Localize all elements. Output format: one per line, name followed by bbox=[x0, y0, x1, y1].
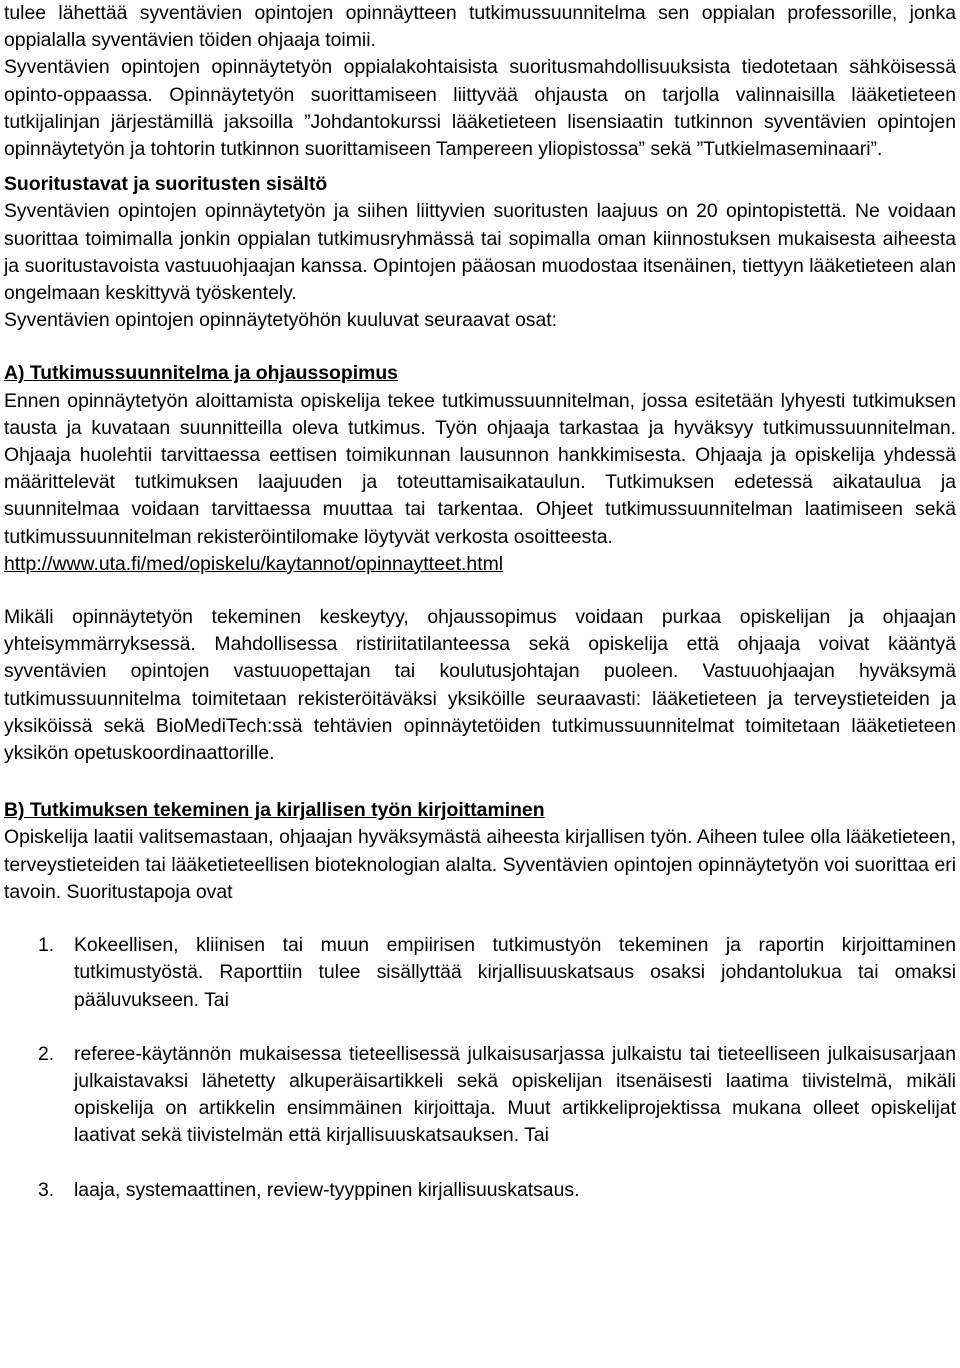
list-item bbox=[4, 932, 956, 1014]
list-item-number: 2. bbox=[38, 1042, 55, 1065]
list-item-text: referee-käytännön mukaisessa tieteellisessä julkaisusarjassa julkaistu tai tieteelliseen julkaisusarjaan julkaistavaksi lähetetty alkuperäisartikkeli sekä opiskelijan itsenäisesti laatima tiivistelmä, mikäli opiskelija on artikkelin ensimmäinen kirjoittaja. Muut artikkeliprojektissa mukana olleet opiskelijat laativat sekä tiivistelmän että kirjallisuuskatsauksen. Tai bbox=[74, 1042, 956, 1147]
spacer bbox=[4, 334, 956, 360]
spacer bbox=[4, 767, 956, 797]
paragraph-thesis-writing: Opiskelija laatii valitsemastaan, ohjaajan hyväksymästä aiheesta kirjallisen työn. Aiheen tulee olla lääketieteen, terveystieteiden tai lääketieteellisen bioteknologian alalta. Syventävien opintojen opinnäytetyön voi suorittaa eri tavoin. Suoritustapoja ovat bbox=[4, 826, 956, 903]
instructions-link[interactable]: http://www.uta.fi/med/opiskelu/kaytannot/opinnaytteet.html bbox=[4, 552, 504, 575]
paragraph-parts: Syventävien opintojen opinnäytetyöhön kuuluvat seuraavat osat: bbox=[4, 309, 558, 332]
list-item bbox=[4, 1177, 956, 1204]
list-item-number: 1. bbox=[38, 934, 55, 957]
list-spacer bbox=[4, 1014, 956, 1041]
paragraph-research-plan: Ennen opinnäytetyön aloittamista opiskelija tekee tutkimussuunnitelman, jossa esitetään lyhyesti tutkimuksen tausta ja kuvataan suunnitteilla oleva tutkimus. Työn ohjaaja tarkastaa ja hyväksyy tutkimussuunnitelman. Ohjaaja huolehtii tarvittaessa eettisen toimikunnan lausunnon hankkimisesta. Ohjaaja ja opiskelija yhdessä määrittelevät tutkimuksen laajuuden ja toteuttamisaikataulun. Tutkimuksen edetessä aikataulua ja suunnitelmaa voidaan tarvittaessa muuttaa tai tarkentaa. Ohjeet tutkimussuunnitelman laatimiseen sekä tutkimussuunnitelman rekisteröintilomake löytyvät verkosta osoitteesta. bbox=[4, 389, 956, 548]
heading-suoritustavat: Suoritustavat ja suoritusten sisältö bbox=[4, 173, 328, 196]
list-item bbox=[4, 1041, 956, 1150]
spacer bbox=[4, 578, 956, 604]
paragraph-interruption: Mikäli opinnäytetyön tekeminen keskeytyy, ohjaussopimus voidaan purkaa opiskelijan ja ohjaajan yhteisymmärryksessä. Mahdollisessa ristiriitatilanteessa sekä opiskelija että ohjaaja voivat kääntyä syventävien opintojen vastuuopettajan tai koulutusjohtajan puoleen. Vastuuohjaajan hyväksymä tutkimussuunnitelma toimitetaan rekisteröitäväksi yksiköille seuraavasti: lääketieteen ja terveystieteiden ja yksiköissä sekä BioMediTech:ssä tehtävien opinnäytetöiden tutkimussuunnitelmat toimitetaan lääketieteen yksikön opetuskoordinaattorille. bbox=[4, 606, 956, 765]
spacer bbox=[4, 906, 956, 932]
heading-section-a: A) Tutkimussuunnitelma ja ohjaussopimus bbox=[4, 362, 398, 385]
spacer bbox=[4, 163, 956, 171]
paragraph-info: Syventävien opintojen opinnäytetyön oppialakohtaisista suoritusmahdollisuuksista tiedotetaan sähköisessä opinto-oppaassa. Opinnäytetyön suorittamiseen liittyvää ohjausta on tarjolla valinnaisilla lääketieteen tutkijalinjan järjestämillä jaksoilla ”Johdantokurssi lääketieteen lisensiaatin tutkinnon syventävien opintojen opinnäytetyön ja tohtorin tutkinnon suorittamiseen Tampereen yliopistossa” sekä ”Tutkielmaseminaari”. bbox=[4, 56, 956, 161]
paragraph-scope: Syventävien opintojen opinnäytetyön ja siihen liittyvien suoritusten laajuus on 20 opintopistettä. Ne voidaan suorittaa toimimalla jonkin oppialan tutkimusryhmässä tai sopimalla oman kiinnostuksen mukaisesta aiheesta ja suoritustavoista vastuuohjaajan kanssa. Opintojen pääosan muodostaa itsenäinen, tiettyyn lääketieteen alan ongelmaan keskittyvä työskentely. bbox=[4, 200, 956, 305]
list-spacer bbox=[4, 1150, 956, 1177]
list-item-text: Kokeellisen, kliinisen tai muun empiirisen tutkimustyön tekeminen ja raportin kirjoittaminen tutkimustyöstä. Raporttiin tulee sisällyttää kirjallisuuskatsaus osaksi johdantolukua tai omaksi pääluvukseen. Tai bbox=[74, 934, 956, 1011]
paragraph-intro: tulee lähettää syventävien opintojen opinnäytteen tutkimussuunnitelma sen oppialan professorille, jonka oppialalla syventävien töiden ohjaaja toimii. bbox=[4, 2, 956, 52]
heading-section-b: B) Tutkimuksen tekeminen ja kirjallisen työn kirjoittaminen bbox=[4, 799, 545, 822]
completion-methods-list bbox=[4, 932, 956, 1204]
list-item-text: laaja, systemaattinen, review-tyyppinen kirjallisuuskatsaus. bbox=[74, 1178, 580, 1201]
list-item-number: 3. bbox=[38, 1178, 55, 1201]
link-line bbox=[4, 551, 956, 578]
